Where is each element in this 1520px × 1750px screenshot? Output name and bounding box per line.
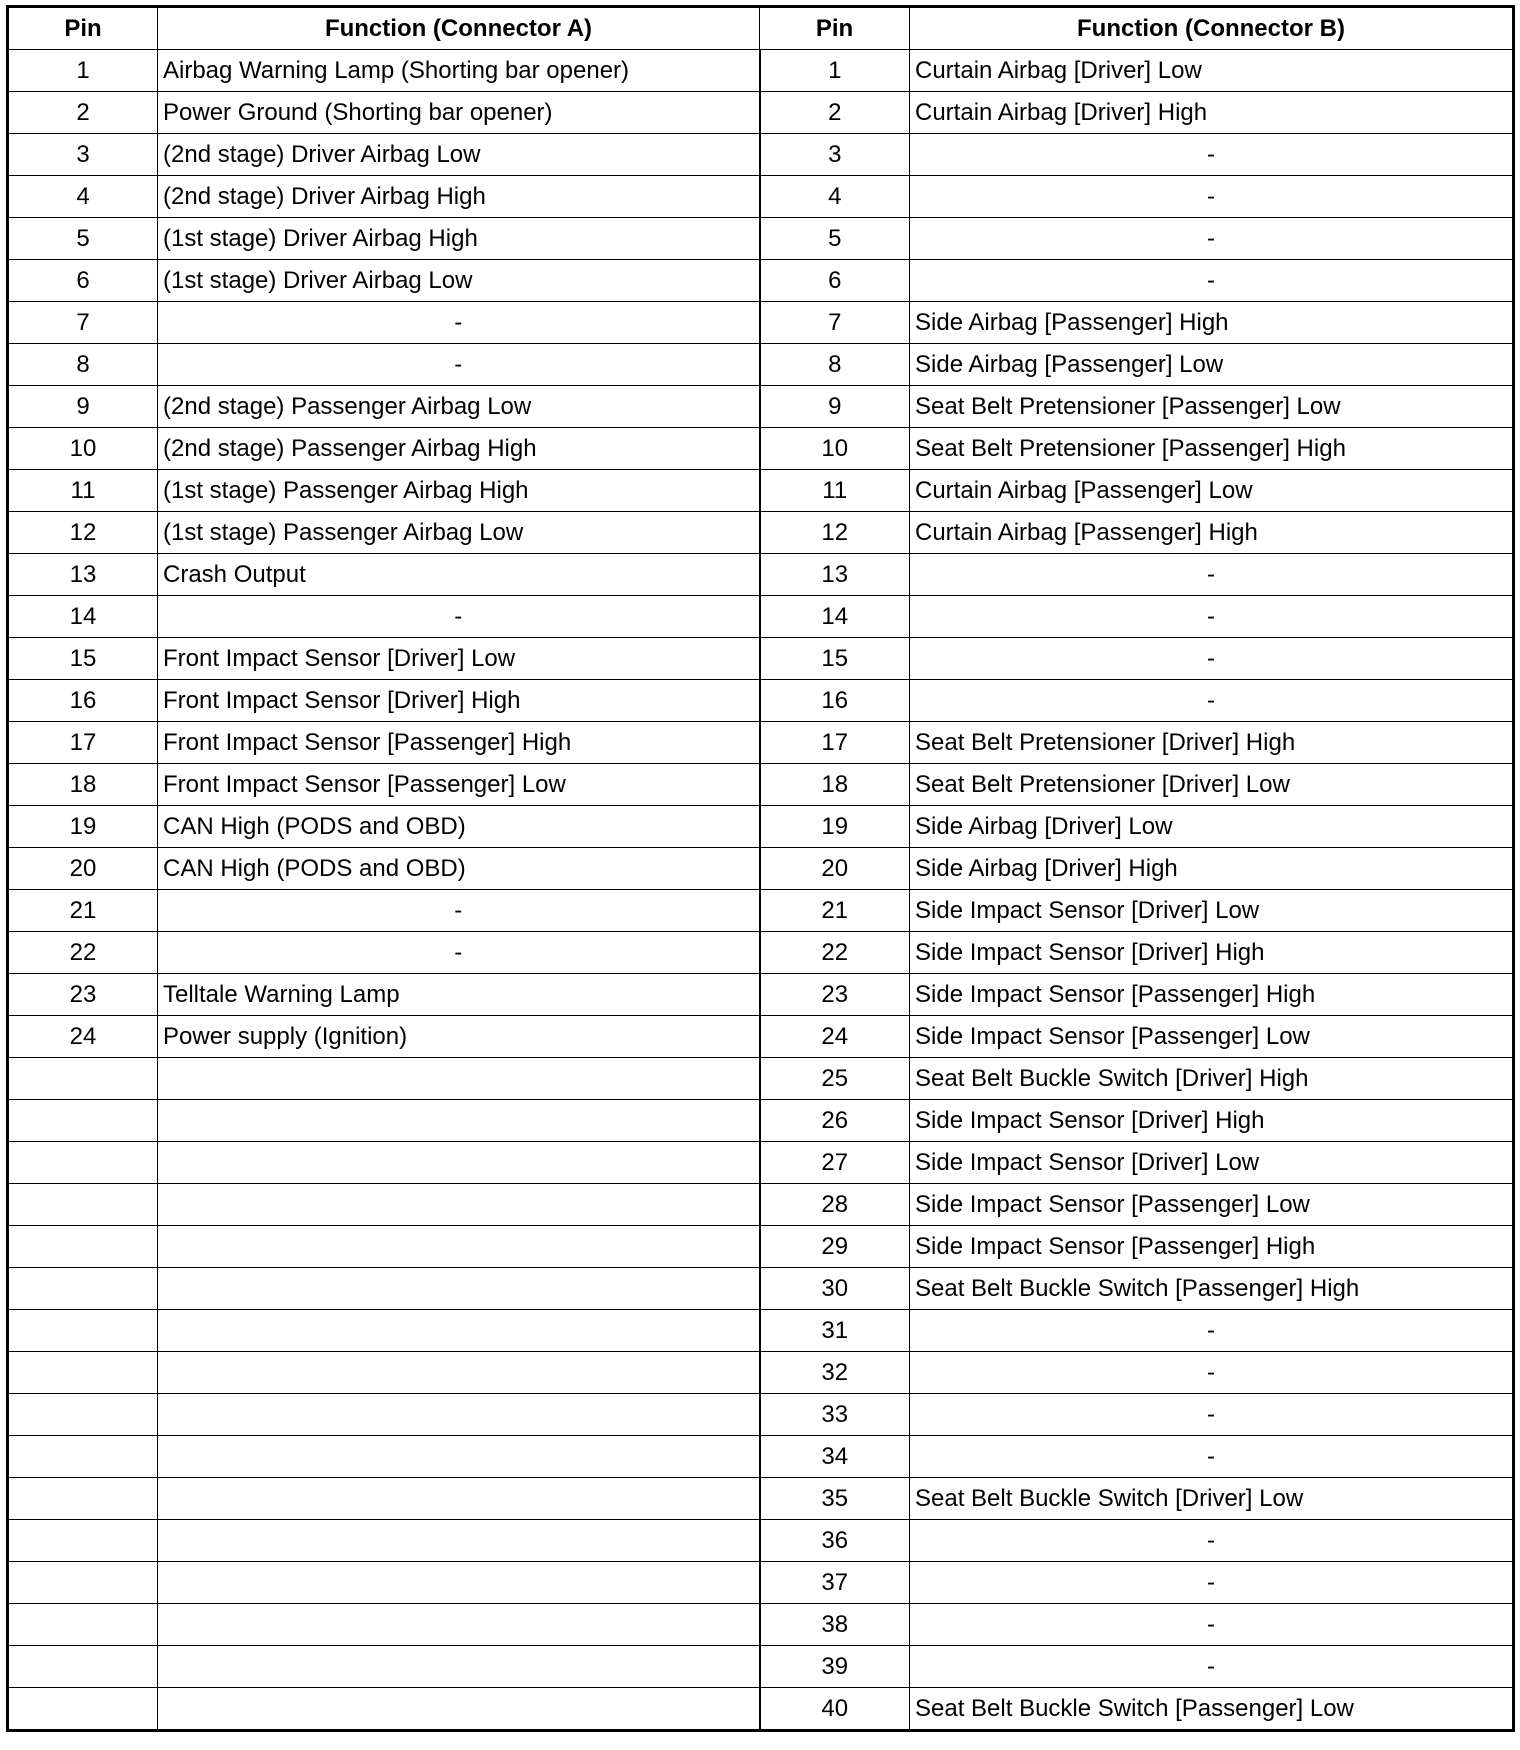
pin-a-cell: 23	[8, 974, 158, 1016]
function-b-cell: -	[910, 1394, 1514, 1436]
function-a-cell: Power supply (Ignition)	[158, 1016, 760, 1058]
pin-a-cell: 9	[8, 386, 158, 428]
pin-b-cell: 28	[760, 1184, 910, 1226]
table-row	[8, 1184, 1514, 1226]
header-function-a: Function (Connector A)	[158, 7, 760, 50]
pin-a-cell: 8	[8, 344, 158, 386]
pin-b-cell: 34	[760, 1436, 910, 1478]
pin-a-cell	[8, 1604, 158, 1646]
function-b-cell: Seat Belt Pretensioner [Passenger] High	[910, 428, 1514, 470]
function-b-cell: -	[910, 218, 1514, 260]
function-b-cell: Curtain Airbag [Driver] High	[910, 92, 1514, 134]
function-b-cell: -	[910, 1520, 1514, 1562]
function-a-cell: -	[158, 302, 760, 344]
function-a-cell	[158, 1352, 760, 1394]
pin-a-cell: 16	[8, 680, 158, 722]
function-b-cell: -	[910, 1562, 1514, 1604]
function-b-cell: Side Airbag [Driver] Low	[910, 806, 1514, 848]
pin-b-cell: 3	[760, 134, 910, 176]
function-a-cell: -	[158, 932, 760, 974]
function-b-cell: -	[910, 1604, 1514, 1646]
header-function-b: Function (Connector B)	[910, 7, 1514, 50]
table-row	[8, 974, 1514, 1016]
pin-a-cell: 19	[8, 806, 158, 848]
function-b-cell: Seat Belt Buckle Switch [Driver] Low	[910, 1478, 1514, 1520]
pin-b-cell: 31	[760, 1310, 910, 1352]
function-b-cell: Curtain Airbag [Passenger] Low	[910, 470, 1514, 512]
pin-b-cell: 4	[760, 176, 910, 218]
function-a-cell	[158, 1310, 760, 1352]
pin-a-cell: 10	[8, 428, 158, 470]
pin-b-cell: 22	[760, 932, 910, 974]
table-row	[8, 344, 1514, 386]
table-row	[8, 848, 1514, 890]
pin-b-cell: 21	[760, 890, 910, 932]
function-b-cell: Side Impact Sensor [Driver] Low	[910, 1142, 1514, 1184]
pin-b-cell: 30	[760, 1268, 910, 1310]
function-a-cell: CAN High (PODS and OBD)	[158, 806, 760, 848]
table-row	[8, 680, 1514, 722]
function-a-cell	[158, 1478, 760, 1520]
function-a-cell: (1st stage) Passenger Airbag Low	[158, 512, 760, 554]
function-a-cell: (1st stage) Driver Airbag High	[158, 218, 760, 260]
pin-b-cell: 1	[760, 50, 910, 92]
pin-a-cell: 6	[8, 260, 158, 302]
table-row	[8, 1604, 1514, 1646]
pin-a-cell	[8, 1520, 158, 1562]
function-a-cell: (2nd stage) Driver Airbag Low	[158, 134, 760, 176]
pin-a-cell: 2	[8, 92, 158, 134]
pin-b-cell: 15	[760, 638, 910, 680]
pin-b-cell: 33	[760, 1394, 910, 1436]
pin-b-cell: 7	[760, 302, 910, 344]
function-a-cell	[158, 1562, 760, 1604]
table-row	[8, 1688, 1514, 1731]
table-row	[8, 1268, 1514, 1310]
pin-b-cell: 26	[760, 1100, 910, 1142]
table-row	[8, 764, 1514, 806]
table-row	[8, 50, 1514, 92]
pin-a-cell: 18	[8, 764, 158, 806]
pin-b-cell: 6	[760, 260, 910, 302]
function-a-cell: Front Impact Sensor [Driver] Low	[158, 638, 760, 680]
function-b-cell: Seat Belt Buckle Switch [Passenger] Low	[910, 1688, 1514, 1731]
pin-a-cell	[8, 1436, 158, 1478]
function-b-cell: Side Impact Sensor [Passenger] Low	[910, 1184, 1514, 1226]
function-a-cell: (2nd stage) Driver Airbag High	[158, 176, 760, 218]
pin-a-cell: 5	[8, 218, 158, 260]
function-b-cell: -	[910, 680, 1514, 722]
pin-a-cell	[8, 1184, 158, 1226]
pin-a-cell: 7	[8, 302, 158, 344]
function-a-cell: Airbag Warning Lamp (Shorting bar opener)	[158, 50, 760, 92]
function-a-cell: -	[158, 596, 760, 638]
pin-a-cell	[8, 1310, 158, 1352]
function-a-cell	[158, 1100, 760, 1142]
function-b-cell: -	[910, 176, 1514, 218]
function-b-cell: -	[910, 596, 1514, 638]
function-b-cell: -	[910, 260, 1514, 302]
pin-b-cell: 16	[760, 680, 910, 722]
pin-a-cell	[8, 1100, 158, 1142]
function-b-cell: -	[910, 1310, 1514, 1352]
function-a-cell: Crash Output	[158, 554, 760, 596]
pin-a-cell	[8, 1268, 158, 1310]
table-row	[8, 1016, 1514, 1058]
table-row	[8, 932, 1514, 974]
table-row	[8, 806, 1514, 848]
function-b-cell: Curtain Airbag [Driver] Low	[910, 50, 1514, 92]
table-row	[8, 134, 1514, 176]
table-body	[8, 50, 1514, 1731]
pin-b-cell: 2	[760, 92, 910, 134]
pin-b-cell: 18	[760, 764, 910, 806]
pin-b-cell: 29	[760, 1226, 910, 1268]
table-row	[8, 638, 1514, 680]
pin-a-cell: 1	[8, 50, 158, 92]
table-row	[8, 1436, 1514, 1478]
function-b-cell: Curtain Airbag [Passenger] High	[910, 512, 1514, 554]
table-row	[8, 512, 1514, 554]
function-a-cell: Front Impact Sensor [Driver] High	[158, 680, 760, 722]
table-row	[8, 1478, 1514, 1520]
pin-b-cell: 10	[760, 428, 910, 470]
pin-b-cell: 35	[760, 1478, 910, 1520]
pin-a-cell: 20	[8, 848, 158, 890]
function-b-cell: -	[910, 1352, 1514, 1394]
pin-a-cell: 17	[8, 722, 158, 764]
function-b-cell: Seat Belt Buckle Switch [Passenger] High	[910, 1268, 1514, 1310]
table-row	[8, 470, 1514, 512]
table-row	[8, 1562, 1514, 1604]
function-a-cell	[158, 1058, 760, 1100]
pin-a-cell	[8, 1352, 158, 1394]
function-b-cell: Side Impact Sensor [Passenger] High	[910, 974, 1514, 1016]
pin-b-cell: 27	[760, 1142, 910, 1184]
pin-a-cell	[8, 1142, 158, 1184]
function-a-cell	[158, 1226, 760, 1268]
pin-a-cell: 21	[8, 890, 158, 932]
table-row	[8, 722, 1514, 764]
table-row	[8, 1142, 1514, 1184]
pin-a-cell	[8, 1478, 158, 1520]
table-header-row	[8, 7, 1514, 50]
function-b-cell: Seat Belt Pretensioner [Passenger] Low	[910, 386, 1514, 428]
pin-b-cell: 38	[760, 1604, 910, 1646]
pin-a-cell: 15	[8, 638, 158, 680]
pin-a-cell: 3	[8, 134, 158, 176]
function-b-cell: -	[910, 1436, 1514, 1478]
function-a-cell	[158, 1520, 760, 1562]
table-row	[8, 302, 1514, 344]
function-b-cell: -	[910, 1646, 1514, 1688]
pin-a-cell	[8, 1646, 158, 1688]
pin-a-cell	[8, 1394, 158, 1436]
pin-a-cell: 24	[8, 1016, 158, 1058]
function-a-cell: (1st stage) Driver Airbag Low	[158, 260, 760, 302]
pin-b-cell: 25	[760, 1058, 910, 1100]
function-a-cell: Front Impact Sensor [Passenger] Low	[158, 764, 760, 806]
function-a-cell	[158, 1688, 760, 1731]
function-a-cell: Telltale Warning Lamp	[158, 974, 760, 1016]
pin-b-cell: 17	[760, 722, 910, 764]
function-b-cell: Side Impact Sensor [Passenger] Low	[910, 1016, 1514, 1058]
table-row	[8, 1394, 1514, 1436]
connector-pin-table	[6, 5, 1515, 1732]
pin-b-cell: 13	[760, 554, 910, 596]
function-a-cell	[158, 1142, 760, 1184]
pin-b-cell: 23	[760, 974, 910, 1016]
table-row	[8, 596, 1514, 638]
table-row	[8, 428, 1514, 470]
function-a-cell	[158, 1184, 760, 1226]
function-b-cell: Side Impact Sensor [Driver] Low	[910, 890, 1514, 932]
function-b-cell: -	[910, 638, 1514, 680]
pin-b-cell: 11	[760, 470, 910, 512]
pin-b-cell: 32	[760, 1352, 910, 1394]
function-b-cell: Seat Belt Buckle Switch [Driver] High	[910, 1058, 1514, 1100]
pin-b-cell: 5	[760, 218, 910, 260]
pin-a-cell: 11	[8, 470, 158, 512]
table-row	[8, 1520, 1514, 1562]
function-b-cell: Side Impact Sensor [Driver] High	[910, 1100, 1514, 1142]
function-a-cell: CAN High (PODS and OBD)	[158, 848, 760, 890]
table-row	[8, 92, 1514, 134]
function-b-cell: Side Airbag [Passenger] High	[910, 302, 1514, 344]
function-a-cell	[158, 1604, 760, 1646]
function-b-cell: Side Impact Sensor [Passenger] High	[910, 1226, 1514, 1268]
function-a-cell: -	[158, 344, 760, 386]
function-a-cell: (1st stage) Passenger Airbag High	[158, 470, 760, 512]
function-a-cell: Power Ground (Shorting bar opener)	[158, 92, 760, 134]
function-a-cell: Front Impact Sensor [Passenger] High	[158, 722, 760, 764]
table-row	[8, 176, 1514, 218]
function-b-cell: -	[910, 554, 1514, 596]
pin-b-cell: 36	[760, 1520, 910, 1562]
pin-a-cell: 13	[8, 554, 158, 596]
function-b-cell: -	[910, 134, 1514, 176]
pin-a-cell: 14	[8, 596, 158, 638]
pin-b-cell: 19	[760, 806, 910, 848]
pin-b-cell: 20	[760, 848, 910, 890]
pin-b-cell: 12	[760, 512, 910, 554]
table-row	[8, 1310, 1514, 1352]
pin-a-cell	[8, 1226, 158, 1268]
table-row	[8, 1058, 1514, 1100]
function-b-cell: Side Airbag [Passenger] Low	[910, 344, 1514, 386]
function-b-cell: Seat Belt Pretensioner [Driver] Low	[910, 764, 1514, 806]
function-b-cell: Seat Belt Pretensioner [Driver] High	[910, 722, 1514, 764]
table-row	[8, 1100, 1514, 1142]
pin-a-cell: 4	[8, 176, 158, 218]
pin-b-cell: 24	[760, 1016, 910, 1058]
function-a-cell: (2nd stage) Passenger Airbag Low	[158, 386, 760, 428]
function-a-cell	[158, 1436, 760, 1478]
pin-a-cell: 22	[8, 932, 158, 974]
header-pin-b: Pin	[760, 7, 910, 50]
pin-b-cell: 14	[760, 596, 910, 638]
header-pin-a: Pin	[8, 7, 158, 50]
function-a-cell	[158, 1646, 760, 1688]
table-row	[8, 890, 1514, 932]
function-a-cell: -	[158, 890, 760, 932]
pin-b-cell: 8	[760, 344, 910, 386]
function-b-cell: Side Airbag [Driver] High	[910, 848, 1514, 890]
table-row	[8, 1352, 1514, 1394]
pin-b-cell: 9	[760, 386, 910, 428]
pin-a-cell	[8, 1688, 158, 1731]
table-row	[8, 386, 1514, 428]
table-row	[8, 1646, 1514, 1688]
function-a-cell: (2nd stage) Passenger Airbag High	[158, 428, 760, 470]
pin-a-cell	[8, 1562, 158, 1604]
table-row	[8, 554, 1514, 596]
table-row	[8, 260, 1514, 302]
pin-a-cell: 12	[8, 512, 158, 554]
function-a-cell	[158, 1268, 760, 1310]
function-a-cell	[158, 1394, 760, 1436]
table-row	[8, 1226, 1514, 1268]
pin-a-cell	[8, 1058, 158, 1100]
function-b-cell: Side Impact Sensor [Driver] High	[910, 932, 1514, 974]
table-row	[8, 218, 1514, 260]
pin-b-cell: 39	[760, 1646, 910, 1688]
pin-b-cell: 37	[760, 1562, 910, 1604]
pin-b-cell: 40	[760, 1688, 910, 1731]
